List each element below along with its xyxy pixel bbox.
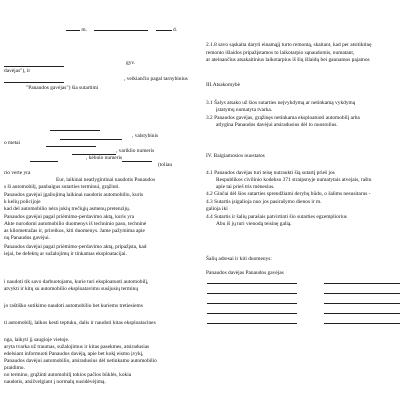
- address-line: [207, 283, 297, 284]
- left-text-line: Panaudos gavėjui įgaliojimą laikinai naudotis automobiliu, kuris: [4, 192, 144, 198]
- left-text-line: as kilometražas ir, prireikus, kiti duomenys. Jame pažymima apie: [4, 228, 145, 234]
- fill-in-blank: [50, 125, 100, 131]
- fill-in-blank: [72, 149, 116, 155]
- left-text-line: jo raštiško sutikimo naudoti automobilio bet kuriems tretiesiems: [4, 303, 143, 309]
- right-text-line: 4.4 Sutartis ir šalių parašais patvirtinti šio sutarties egzempliorius: [206, 214, 347, 220]
- left-text-line: gyv.: [126, 60, 136, 66]
- right-text-line: galioja iki: [206, 206, 228, 212]
- left-text-line: no termino, grąžinti automobilį tokios pačios būklės, kokia: [4, 372, 132, 378]
- address-line: [324, 323, 400, 324]
- left-text-line: k kelių policijoje: [4, 199, 41, 205]
- left-text-line: rio verte yra: [4, 170, 31, 176]
- right-text-line: 2.1.8 savo sąskaita daryti einamąjį turto remontą, skaitant, kad per atsitiktinę: [206, 42, 372, 48]
- left-text-line: Panaudos gavėjui pagal priėmimo-perdavimo aktą, kuris yra: [4, 214, 135, 220]
- day-suffix: d.: [172, 27, 178, 33]
- left-text-line: , veikiančio pagal tarnybinius: [124, 76, 188, 82]
- left-text-line: i naudoti tik savo darbuotojams, kurie turi eksploatuoti automobilį,: [4, 279, 149, 285]
- address-line: [324, 293, 400, 294]
- fill-in-blank: [122, 156, 152, 162]
- right-text-line: 4.3 Sutartis įsigalioja nuo jos pasirašymo dienos ir m.: [206, 199, 322, 205]
- left-text-line: o metai: [4, 140, 21, 146]
- address-line: [207, 323, 297, 324]
- right-text-line: Panaudos davėjas Panaudos gavėjas: [206, 270, 284, 276]
- left-text-line: "Panaudos gavėjas") šia sutartimi: [26, 85, 99, 91]
- right-text-line: Abu iš jų turi vienodą teisinę galią.: [216, 221, 292, 227]
- left-text-line: praidimo.: [4, 365, 25, 371]
- left-text-line: kad del automobilio nėra jokių trečiųjų asmenų pretenzijų.: [4, 206, 131, 212]
- right-text-line: atlygina Panaudos davėjui atsiradusius dėl to nuostolius.: [216, 122, 338, 128]
- left-text-line: (toliau: [158, 162, 173, 168]
- left-text-line: iejai, be defektų ar sužalojimų ir tinkamas eksploatacijai.: [4, 251, 127, 257]
- year-blank: [66, 25, 80, 31]
- fill-in-blank: [4, 61, 64, 67]
- left-text-line: davėjas"), ir: [4, 68, 31, 74]
- right-text-line: III.Atsakomybė: [206, 82, 240, 88]
- year-suffix: m.: [81, 27, 87, 33]
- left-text-line: Panaudos davėjui pagal priėmimo-perdavimo aktą, pripažįsta, kad: [4, 244, 147, 250]
- address-line: [207, 303, 297, 304]
- left-text-line: ti automobilį, laikos kesti teptuku, dalis ir naudoti kitas eksploatacines: [4, 320, 156, 326]
- left-text-line: edelsiant informuoti Panaudos davėją, apie bet kokį eismo įvykį,: [4, 351, 144, 357]
- right-text-line: Šalių adresai ir kiti duomenys:: [206, 256, 272, 262]
- left-text-line: Panaudos davėjui automobilio, atsiradusius dėl netinkamo automobilio: [4, 358, 157, 364]
- left-text-line: s ši automobilį, panbaigus sutarties terminui, grąžinti.: [4, 184, 120, 190]
- left-text-line: aryta tvarka už traumas, sužalojimus ir kitas pasekmes, atsiradusias: [4, 344, 150, 350]
- left-text-line: naudotis, atsižvelgiant į normalų nusidėvėjimą.: [4, 379, 106, 385]
- fill-in-blank: [30, 156, 58, 162]
- left-text-line: Eur, laikinai neatlygintinai naudotis Panaudos: [56, 177, 156, 183]
- day-blank: [156, 25, 172, 31]
- left-text-line: atvykti ir kitų su automobilio eksploatavimu susijusių terminų: [4, 286, 139, 292]
- right-text-line: remonto išlaidos pripažįstamos to laikotarpio sąnaudomis, numatant,: [206, 50, 355, 56]
- fill-in-blank: [46, 141, 96, 147]
- right-text-line: apie tai prieš tris mėnesius.: [216, 184, 275, 190]
- address-line: [324, 303, 400, 304]
- month-blank: [94, 25, 148, 31]
- right-text-line: Respublikos civilinio kodekso 371 straipsnyje numatytais atvejais, raštu: [216, 177, 372, 183]
- right-text-line: 3.1 Šalys atsako už šios sutarties neįvykdymą ar netinkamą vykdymą: [206, 100, 356, 106]
- right-text-line: 4.1 Panaudos davėjas turi teisę nutraukti šią sutartį prieš jos: [206, 170, 335, 176]
- left-text-line: Akte nurodomi automobilio duomenys iš techninio paso, techninė: [4, 221, 147, 227]
- right-text-line: ar ateinančius atsakaitinius laikotarpius iš šių išlaidų bei gaunamos pajamos: [206, 57, 370, 63]
- left-text-line: , variklio numeris: [116, 148, 155, 154]
- left-text-line: , valstybinis: [132, 133, 159, 139]
- address-line: [207, 313, 297, 314]
- left-text-line: , kėbulo numeris: [86, 155, 123, 161]
- address-line: [324, 313, 400, 314]
- date-header: [66, 25, 177, 34]
- address-line: [207, 293, 297, 294]
- right-text-line: įstatymų numatyta tvarka.: [216, 107, 273, 113]
- right-text-line: IV. Baigiamosios nuostatos: [206, 153, 265, 159]
- left-text-line: nų Panaudos gavėjui.: [4, 235, 50, 241]
- fill-in-blank: [4, 77, 64, 83]
- right-text-line: 3.2 Panaudos gavėjas, grąžinęs netinkama eksploatuoti automobilį arba: [206, 115, 360, 121]
- left-text-line: nga, laikyti jį saugioje vietoje.: [4, 337, 70, 343]
- right-text-line: 4.2 Ginčai dėl šios sutarties sprendžiami derybų būdu, o šalims nesusitarus -: [206, 191, 371, 197]
- fill-in-blank: [60, 134, 122, 140]
- address-line: [324, 283, 400, 284]
